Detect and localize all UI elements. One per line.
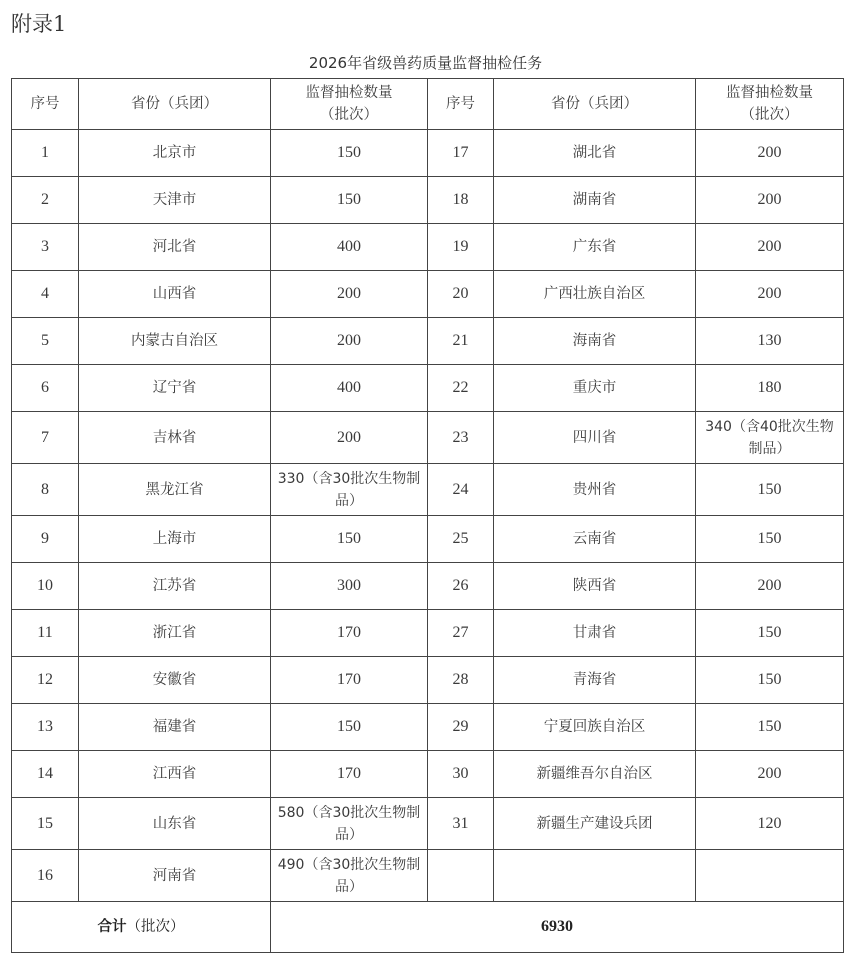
seq-cell-left: 12 [12, 657, 79, 704]
table-row [12, 704, 844, 751]
qty-cell-left: 170 [271, 610, 428, 657]
seq-cell-left: 1 [12, 130, 79, 177]
table-row [12, 224, 844, 271]
province-cell-right: 湖北省 [494, 130, 696, 177]
table-row [12, 657, 844, 704]
qty-cell-left: 150 [271, 130, 428, 177]
qty-cell-left: 150 [271, 516, 428, 563]
province-cell-right: 重庆市 [494, 365, 696, 412]
total-row [12, 902, 844, 953]
table-row [12, 751, 844, 798]
province-cell-left: 福建省 [79, 704, 271, 751]
seq-cell-left: 16 [12, 850, 79, 902]
table-row [12, 563, 844, 610]
seq-cell-right: 25 [428, 516, 494, 563]
qty-cell-left: 400 [271, 224, 428, 271]
qty-cell-right: 130 [696, 318, 844, 365]
header-qty-line1: 监督抽检数量 [726, 85, 813, 101]
seq-cell-left: 8 [12, 464, 79, 516]
province-cell-left: 山东省 [79, 798, 271, 850]
province-cell-left: 辽宁省 [79, 365, 271, 412]
seq-cell-right: 17 [428, 130, 494, 177]
qty-cell-right: 150 [696, 657, 844, 704]
province-cell-left: 吉林省 [79, 412, 271, 464]
header-province-right: 省份（兵团） [494, 79, 696, 130]
province-cell-right: 海南省 [494, 318, 696, 365]
seq-cell-left: 13 [12, 704, 79, 751]
header-qty-left [271, 79, 428, 130]
qty-cell-left: 200 [271, 271, 428, 318]
province-cell-left: 北京市 [79, 130, 271, 177]
seq-cell-right: 23 [428, 412, 494, 464]
province-cell-left: 内蒙古自治区 [79, 318, 271, 365]
qty-cell-right [696, 850, 844, 902]
table-row [12, 610, 844, 657]
table-row [12, 850, 844, 902]
seq-cell-right: 21 [428, 318, 494, 365]
province-cell-right: 贵州省 [494, 464, 696, 516]
seq-cell-left: 7 [12, 412, 79, 464]
qty-cell-right: 200 [696, 130, 844, 177]
province-cell-left: 安徽省 [79, 657, 271, 704]
table-row [12, 177, 844, 224]
seq-cell-right: 27 [428, 610, 494, 657]
seq-cell-right: 30 [428, 751, 494, 798]
qty-cell-right: 150 [696, 704, 844, 751]
table-row [12, 464, 844, 516]
seq-cell-right: 26 [428, 563, 494, 610]
seq-cell-left: 4 [12, 271, 79, 318]
qty-cell-right: 180 [696, 365, 844, 412]
province-cell-right: 新疆生产建设兵团 [494, 798, 696, 850]
table-row [12, 516, 844, 563]
qty-cell-right: 150 [696, 464, 844, 516]
seq-cell-right: 31 [428, 798, 494, 850]
table-row [12, 271, 844, 318]
header-row [12, 79, 844, 130]
province-cell-left: 江苏省 [79, 563, 271, 610]
province-cell-right: 湖南省 [494, 177, 696, 224]
province-cell-right: 新疆维吾尔自治区 [494, 751, 696, 798]
qty-cell-left: 170 [271, 751, 428, 798]
seq-cell-right: 22 [428, 365, 494, 412]
qty-cell-left: 400 [271, 365, 428, 412]
province-cell-left: 河南省 [79, 850, 271, 902]
header-seq-right: 序号 [428, 79, 494, 130]
qty-cell-right: 340（含40批次生物制品） [696, 412, 844, 464]
appendix-label: 附录1 [11, 12, 67, 36]
header-seq-left: 序号 [12, 79, 79, 130]
seq-cell-left: 14 [12, 751, 79, 798]
province-cell-right: 青海省 [494, 657, 696, 704]
qty-cell-right: 200 [696, 224, 844, 271]
qty-cell-left: 580（含30批次生物制品） [271, 798, 428, 850]
province-cell-right [494, 850, 696, 902]
province-cell-right: 宁夏回族自治区 [494, 704, 696, 751]
header-province-left: 省份（兵团） [79, 79, 271, 130]
province-cell-left: 上海市 [79, 516, 271, 563]
qty-cell-right: 200 [696, 271, 844, 318]
seq-cell-left: 9 [12, 516, 79, 563]
seq-cell-left: 15 [12, 798, 79, 850]
province-cell-left: 山西省 [79, 271, 271, 318]
seq-cell-right [428, 850, 494, 902]
qty-cell-right: 150 [696, 610, 844, 657]
qty-cell-left: 300 [271, 563, 428, 610]
qty-cell-right: 200 [696, 563, 844, 610]
seq-cell-left: 2 [12, 177, 79, 224]
table-row [12, 412, 844, 464]
province-cell-right: 广东省 [494, 224, 696, 271]
header-qty-right [696, 79, 844, 130]
seq-cell-right: 18 [428, 177, 494, 224]
province-cell-right: 陕西省 [494, 563, 696, 610]
qty-cell-left: 170 [271, 657, 428, 704]
qty-cell-right: 200 [696, 177, 844, 224]
seq-cell-right: 20 [428, 271, 494, 318]
seq-cell-right: 29 [428, 704, 494, 751]
seq-cell-left: 3 [12, 224, 79, 271]
province-cell-left: 河北省 [79, 224, 271, 271]
province-cell-right: 广西壮族自治区 [494, 271, 696, 318]
seq-cell-left: 6 [12, 365, 79, 412]
inspection-task-table [11, 78, 844, 953]
qty-cell-left: 150 [271, 177, 428, 224]
qty-cell-left: 330（含30批次生物制品） [271, 464, 428, 516]
seq-cell-left: 10 [12, 563, 79, 610]
qty-cell-left: 200 [271, 318, 428, 365]
province-cell-left: 天津市 [79, 177, 271, 224]
total-value: 6930 [271, 902, 844, 953]
header-qty-line2: （批次） [320, 107, 378, 123]
header-qty-line1: 监督抽检数量 [305, 85, 393, 101]
qty-cell-left: 150 [271, 704, 428, 751]
qty-cell-left: 490（含30批次生物制品） [271, 850, 428, 902]
total-label [12, 902, 271, 953]
qty-cell-right: 200 [696, 751, 844, 798]
province-cell-left: 黑龙江省 [79, 464, 271, 516]
province-cell-right: 云南省 [494, 516, 696, 563]
table-row [12, 365, 844, 412]
table-row [12, 798, 844, 850]
header-qty-line2: （批次） [740, 107, 799, 123]
province-cell-left: 江西省 [79, 751, 271, 798]
province-cell-left: 浙江省 [79, 610, 271, 657]
total-label-unit: （批次） [126, 919, 185, 935]
qty-cell-right: 120 [696, 798, 844, 850]
table-row [12, 130, 844, 177]
qty-cell-left: 200 [271, 412, 428, 464]
seq-cell-right: 24 [428, 464, 494, 516]
province-cell-right: 四川省 [494, 412, 696, 464]
seq-cell-right: 28 [428, 657, 494, 704]
seq-cell-left: 5 [12, 318, 79, 365]
table-title: 2026年省级兽药质量监督抽检任务 [308, 54, 543, 72]
total-label-text: 合计 [97, 919, 127, 935]
qty-cell-right: 150 [696, 516, 844, 563]
table-row [12, 318, 844, 365]
seq-cell-right: 19 [428, 224, 494, 271]
province-cell-right: 甘肃省 [494, 610, 696, 657]
seq-cell-left: 11 [12, 610, 79, 657]
